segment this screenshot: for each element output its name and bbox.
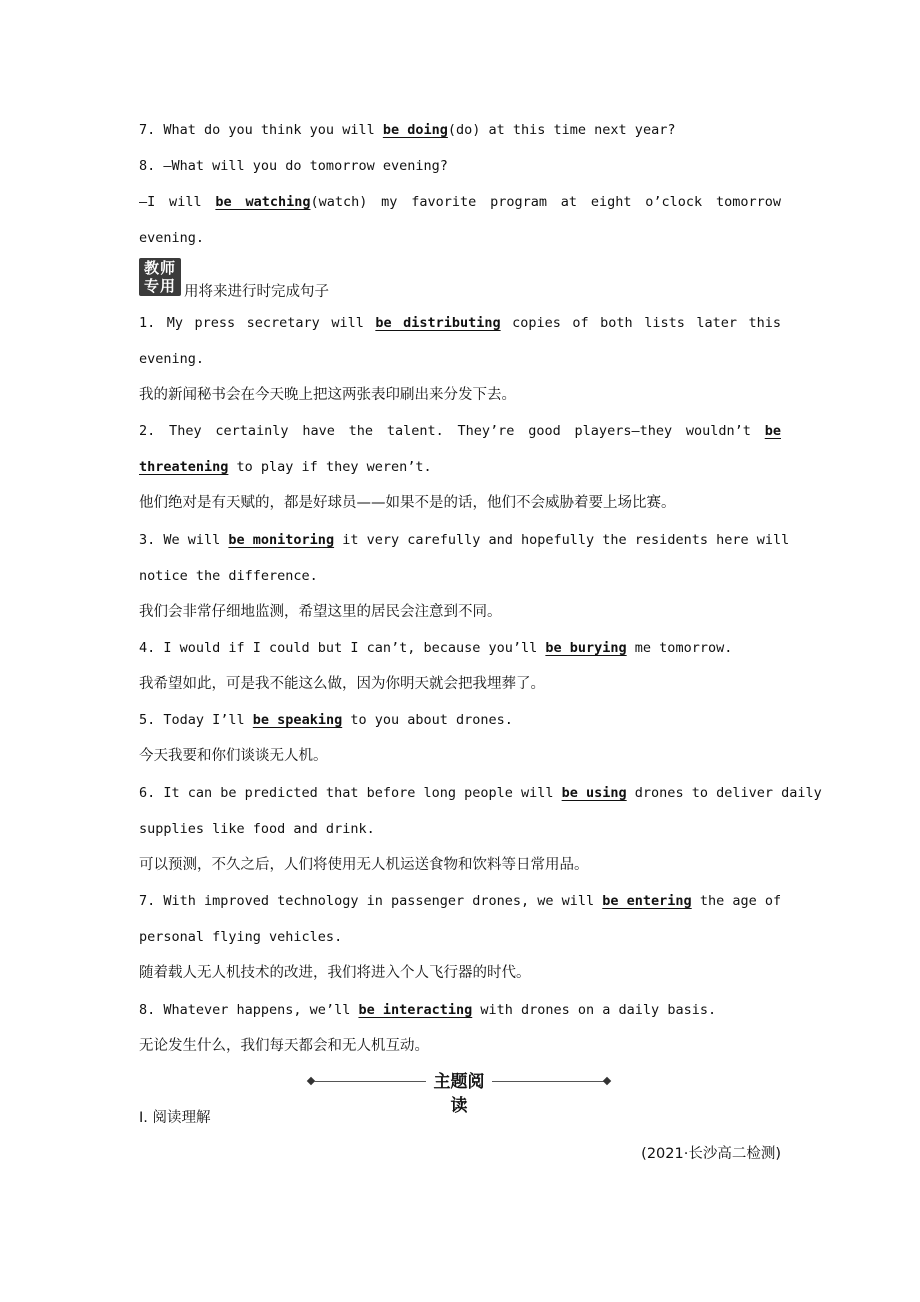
task-instruction: 用将来进行时完成句子 — [184, 284, 329, 300]
sentence-7: 7. With improved technology in passenger drones, we will be entering the age of — [139, 893, 782, 909]
sentence-6: 6. It can be predicted that before long people will be using drones to deliver daily — [139, 785, 822, 801]
part-heading: Ⅰ. 阅读理解 — [139, 1110, 211, 1126]
exercise-8-answer: —I will be watching(watch) my favorite program at eight o’clock tomorrow — [139, 194, 781, 210]
sentence-5-translation: 今天我要和你们谈谈无人机。 — [139, 748, 328, 764]
sentence-2: 2. They certainly have the talent. They’re good players—they wouldn’t be — [139, 423, 781, 439]
divider-line — [492, 1081, 604, 1082]
sentence-3-translation: 我们会非常仔细地监测，希望这里的居民会注意到不同。 — [139, 604, 502, 620]
source-note: (2021·长沙高二检测) — [641, 1146, 781, 1162]
sentence-7-continued: personal flying vehicles. — [139, 929, 343, 945]
answer: be interacting — [358, 1002, 473, 1018]
sentence-1-translation: 我的新闻秘书会在今天晚上把这两张表印刷出来分发下去。 — [139, 387, 516, 403]
sentence-3-continued: notice the difference. — [139, 568, 318, 584]
sentence-6-translation: 可以预测，不久之后，人们将使用无人机运送食物和饮料等日常用品。 — [139, 857, 589, 873]
exercise-7: 7. What do you think you will be doing(do) at this time next year? — [139, 122, 676, 138]
divider-line — [314, 1081, 426, 1082]
sentence-2-continued: threatening to play if they weren’t. — [139, 459, 432, 475]
teacher-only-badge: 教师 专用 — [139, 258, 181, 296]
sentence-1: 1. My press secretary will be distributing copies of both lists later this — [139, 315, 781, 331]
sentence-8-translation: 无论发生什么，我们每天都会和无人机互动。 — [139, 1038, 429, 1054]
answer: be distributing — [375, 315, 501, 331]
sentence-7-translation: 随着载人无人机技术的改进，我们将进入个人飞行器的时代。 — [139, 965, 531, 981]
sentence-3: 3. We will be monitoring it very carefully and hopefully the residents here will — [139, 532, 790, 548]
section-divider — [308, 1070, 610, 1116]
sentence-4: 4. I would if I could but I can’t, because you’ll be burying me tomorrow. — [139, 640, 733, 656]
sentence-6-continued: supplies like food and drink. — [139, 821, 375, 837]
diamond-ornament — [603, 1077, 611, 1085]
exercise-8-question: 8. —What will you do tomorrow evening? — [139, 158, 448, 174]
sentence-5: 5. Today I’ll be speaking to you about drones. — [139, 712, 513, 728]
section-title: 主题阅读 — [433, 1072, 485, 1116]
sentence-4-translation: 我希望如此，可是我不能这么做，因为你明天就会把我埋葬了。 — [139, 676, 545, 692]
answer: be burying — [545, 640, 627, 656]
exercise-8-continued: evening. — [139, 230, 205, 246]
sentence-1-continued: evening. — [139, 351, 205, 367]
answer: threatening — [139, 459, 229, 475]
answer: be watching — [215, 194, 311, 210]
answer: be — [764, 423, 781, 439]
answer: be speaking — [252, 712, 343, 728]
answer: be monitoring — [228, 532, 335, 548]
sentence-8: 8. Whatever happens, we’ll be interacting with drones on a daily basis. — [139, 1002, 717, 1018]
sentence-2-translation: 他们绝对是有天赋的，都是好球员——如果不是的话，他们不会威胁着要上场比赛。 — [139, 495, 676, 511]
answer: be doing — [382, 122, 448, 138]
answer: be entering — [602, 893, 692, 909]
answer: be using — [561, 785, 627, 801]
